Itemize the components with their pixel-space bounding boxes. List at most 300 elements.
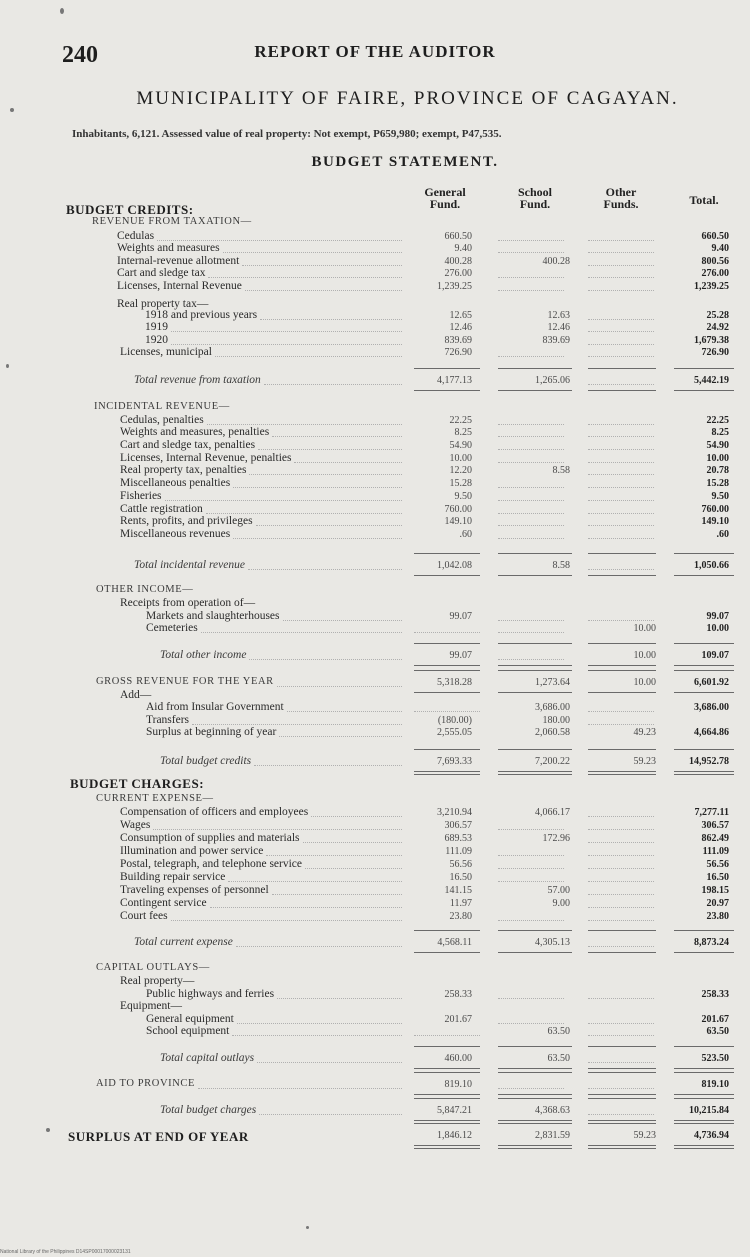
rule-above-total bbox=[674, 1046, 734, 1047]
cell-general: 460.00 bbox=[444, 1053, 472, 1064]
leader-dots bbox=[277, 998, 402, 999]
cell-total: 9.50 bbox=[711, 491, 729, 502]
cell-school: 9.00 bbox=[552, 898, 570, 909]
leader-dots bbox=[171, 331, 402, 332]
cell-total: 22.25 bbox=[706, 415, 729, 426]
rule-below-total bbox=[674, 1094, 734, 1095]
row-label: Consumption of supplies and materials bbox=[120, 832, 300, 844]
rule-above-total bbox=[498, 1072, 572, 1073]
empty-cell-leader bbox=[498, 449, 564, 450]
cell-general: 141.15 bbox=[444, 885, 472, 896]
cell-general: 689.53 bbox=[444, 833, 472, 844]
leader-dots bbox=[236, 946, 402, 947]
cell-total: 10,215.84 bbox=[689, 1105, 729, 1116]
leader-dots bbox=[264, 384, 402, 385]
empty-cell-leader bbox=[588, 449, 654, 450]
row-label: Wages bbox=[120, 819, 151, 831]
row-label: SURPLUS AT END OF YEAR bbox=[68, 1129, 249, 1144]
row-label: Cart and sledge tax bbox=[117, 267, 206, 279]
inhabitants-line: Inhabitants, 6,121. Assessed value of real property: Not exempt, P659,980; exempt, P47,535. bbox=[72, 128, 502, 140]
cell-general: 3,210.94 bbox=[437, 807, 472, 818]
rule-above-total bbox=[414, 368, 480, 369]
rule-below-total bbox=[414, 575, 480, 576]
cell-other: 10.00 bbox=[633, 650, 656, 661]
leader-dots bbox=[207, 424, 402, 425]
cell-school: 8.58 bbox=[552, 560, 570, 571]
leader-dots bbox=[256, 525, 402, 526]
row-label: Transfers bbox=[146, 714, 190, 726]
cell-general: 99.07 bbox=[449, 611, 472, 622]
cell-total: 198.15 bbox=[701, 885, 729, 896]
cell-total: 306.57 bbox=[701, 820, 729, 831]
empty-cell-leader bbox=[588, 252, 654, 253]
leader-dots bbox=[258, 449, 402, 450]
empty-cell-leader bbox=[588, 920, 654, 921]
cell-other: 59.23 bbox=[633, 1130, 656, 1141]
cell-total: 15.28 bbox=[706, 478, 729, 489]
row-label: Public highways and ferries bbox=[146, 988, 275, 1000]
row-label: Contingent service bbox=[120, 897, 207, 909]
empty-cell-leader bbox=[498, 277, 564, 278]
empty-cell-leader bbox=[588, 855, 654, 856]
leader-dots bbox=[277, 686, 402, 687]
cell-general: 5,318.28 bbox=[437, 677, 472, 688]
leader-dots bbox=[257, 1062, 402, 1063]
cell-general: 306.57 bbox=[444, 820, 472, 831]
scan-speck bbox=[10, 108, 14, 112]
cell-total: 819.10 bbox=[701, 1079, 729, 1090]
cell-general: 9.40 bbox=[454, 243, 472, 254]
empty-cell-leader bbox=[498, 620, 564, 621]
rule-above-total bbox=[588, 1123, 656, 1124]
row-label: Total current expense bbox=[134, 936, 233, 948]
leader-dots bbox=[198, 1088, 402, 1089]
cell-general: 11.97 bbox=[449, 898, 472, 909]
cell-school: 12.46 bbox=[547, 322, 570, 333]
col-head-other: Other Funds. bbox=[603, 185, 639, 211]
cell-general: 9.50 bbox=[454, 491, 472, 502]
leader-dots bbox=[249, 659, 402, 660]
leader-dots bbox=[311, 816, 402, 817]
row-label: School equipment bbox=[146, 1025, 230, 1037]
cell-total: 4,664.86 bbox=[694, 727, 729, 738]
cell-total: 14,952.78 bbox=[689, 756, 729, 767]
row-label: Real property tax, penalties bbox=[120, 464, 247, 476]
cell-total: 726.90 bbox=[701, 347, 729, 358]
empty-cell-leader bbox=[588, 998, 654, 999]
cell-general: 819.10 bbox=[444, 1079, 472, 1090]
rule-below-total bbox=[414, 1094, 480, 1095]
empty-cell-leader bbox=[588, 487, 654, 488]
empty-cell-leader bbox=[588, 711, 654, 712]
rule-above-total bbox=[674, 670, 734, 671]
rule-below-total bbox=[588, 771, 656, 772]
rule-below-total bbox=[498, 1094, 572, 1095]
leader-dots bbox=[171, 920, 402, 921]
row-label: Court fees bbox=[120, 910, 168, 922]
cell-general: 4,568.11 bbox=[437, 937, 472, 948]
leader-dots bbox=[233, 538, 402, 539]
rule-below-total bbox=[674, 771, 734, 772]
rule-below-total bbox=[588, 1094, 656, 1095]
rule-above-total bbox=[674, 1072, 734, 1073]
rule-below-total bbox=[588, 952, 656, 953]
row-label: Miscellaneous revenues bbox=[120, 528, 231, 540]
rule-below-total bbox=[414, 665, 480, 666]
row-label: Cart and sledge tax, penalties bbox=[120, 439, 256, 451]
leader-dots bbox=[201, 632, 402, 633]
row-label: 1920 bbox=[145, 334, 168, 346]
cell-total: 25.28 bbox=[706, 310, 729, 321]
leader-dots bbox=[215, 356, 402, 357]
cell-total: 4,736.94 bbox=[694, 1130, 729, 1141]
cell-total: 16.50 bbox=[706, 872, 729, 883]
cell-general: 22.25 bbox=[449, 415, 472, 426]
cell-total: 10.00 bbox=[706, 453, 729, 464]
empty-cell-leader bbox=[588, 1023, 654, 1024]
rule-below-total bbox=[588, 665, 656, 666]
row-label: Cattle registration bbox=[120, 503, 203, 515]
row-label: Total budget credits bbox=[160, 755, 252, 767]
row-label: Licenses, Internal Revenue, penalties bbox=[120, 452, 292, 464]
cell-total: 276.00 bbox=[701, 268, 729, 279]
rule-above-total bbox=[414, 1046, 480, 1047]
leader-dots bbox=[266, 855, 402, 856]
empty-cell-leader bbox=[588, 525, 654, 526]
cell-general: 15.28 bbox=[449, 478, 472, 489]
cell-general: 99.07 bbox=[449, 650, 472, 661]
empty-cell-leader bbox=[588, 265, 654, 266]
rule-below-total bbox=[414, 771, 480, 772]
row-label: Weights and measures, penalties bbox=[120, 426, 270, 438]
empty-cell-leader bbox=[588, 462, 654, 463]
scan-speck bbox=[6, 364, 9, 368]
cell-school: 4,305.13 bbox=[535, 937, 570, 948]
cell-total: 5,442.19 bbox=[694, 375, 729, 386]
cell-school: 839.69 bbox=[542, 335, 570, 346]
row-label: Total budget charges bbox=[160, 1104, 257, 1116]
empty-cell-leader bbox=[588, 868, 654, 869]
rule-above-total bbox=[414, 1098, 480, 1099]
empty-cell-leader bbox=[588, 1088, 654, 1089]
cell-total: 111.09 bbox=[702, 846, 729, 857]
rule-below-total bbox=[674, 952, 734, 953]
empty-cell-leader bbox=[588, 1035, 654, 1036]
empty-cell-leader bbox=[588, 384, 654, 385]
cell-general: 726.90 bbox=[444, 347, 472, 358]
rule-above-total bbox=[588, 930, 656, 931]
cell-general: 1,846.12 bbox=[437, 1130, 472, 1141]
empty-cell-leader bbox=[498, 868, 564, 869]
cell-total: 56.56 bbox=[706, 859, 729, 870]
rule-below-total bbox=[414, 1068, 480, 1069]
row-label: Fisheries bbox=[120, 490, 162, 502]
double-rule bbox=[498, 1148, 572, 1149]
other-income-heading: OTHER INCOME— bbox=[96, 584, 194, 595]
leader-dots bbox=[254, 765, 402, 766]
current-expense-heading: CURRENT EXPENSE— bbox=[96, 793, 214, 804]
empty-cell-leader bbox=[414, 632, 480, 633]
cell-total: 10.00 bbox=[706, 623, 729, 634]
empty-cell-leader bbox=[588, 1062, 654, 1063]
col-head-school: School Fund. bbox=[517, 185, 552, 211]
empty-cell-leader bbox=[588, 424, 654, 425]
cell-total: 1,679.38 bbox=[694, 335, 729, 346]
row-label: Weights and measures bbox=[117, 242, 220, 254]
cell-general: 8.25 bbox=[454, 427, 472, 438]
rule-above-total bbox=[674, 930, 734, 931]
empty-cell-leader bbox=[588, 724, 654, 725]
cell-general: 23.80 bbox=[449, 911, 472, 922]
incidental-revenue-heading: INCIDENTAL REVENUE— bbox=[94, 401, 230, 412]
rule-below-total bbox=[498, 771, 572, 772]
col-head-general: General Fund. bbox=[424, 185, 466, 211]
leader-dots bbox=[233, 487, 402, 488]
cell-total: 54.90 bbox=[706, 440, 729, 451]
cell-general: 1,239.25 bbox=[437, 281, 472, 292]
leader-dots bbox=[157, 240, 402, 241]
rule-above-total bbox=[588, 1072, 656, 1073]
cell-general: 54.90 bbox=[449, 440, 472, 451]
empty-cell-leader bbox=[498, 436, 564, 437]
budget-credits-heading: BUDGET CREDITS: bbox=[66, 202, 194, 217]
rule-above-total bbox=[674, 368, 734, 369]
empty-cell-leader bbox=[414, 1035, 480, 1036]
rule-below-total bbox=[674, 390, 734, 391]
empty-cell-leader bbox=[588, 816, 654, 817]
empty-cell-leader bbox=[588, 842, 654, 843]
empty-cell-leader bbox=[498, 855, 564, 856]
cell-other: 59.23 bbox=[633, 756, 656, 767]
row-label: Miscellaneous penalties bbox=[120, 477, 231, 489]
page-number: 240 bbox=[62, 42, 98, 68]
rule-above-total bbox=[498, 643, 572, 644]
empty-cell-leader bbox=[498, 240, 564, 241]
empty-cell-leader bbox=[498, 659, 564, 660]
empty-cell-leader bbox=[588, 344, 654, 345]
rule-below-total bbox=[588, 575, 656, 576]
rule-above-total bbox=[588, 1046, 656, 1047]
cell-general: 201.67 bbox=[444, 1014, 472, 1025]
rule-above-total bbox=[414, 1123, 480, 1124]
row-label: Rents, profits, and privileges bbox=[120, 515, 253, 527]
leader-dots bbox=[210, 907, 402, 908]
cell-total: 24.92 bbox=[706, 322, 729, 333]
scan-speck bbox=[306, 1226, 309, 1229]
cell-total: 8,873.24 bbox=[694, 937, 729, 948]
empty-cell-leader bbox=[498, 290, 564, 291]
rule-above-total bbox=[498, 930, 572, 931]
cell-general: (180.00) bbox=[437, 715, 472, 726]
cell-general: 12.46 bbox=[449, 322, 472, 333]
rule-above-total bbox=[588, 749, 656, 750]
rule-above-total bbox=[498, 553, 572, 554]
rule-below-total bbox=[414, 1145, 480, 1146]
double-rule bbox=[588, 774, 656, 775]
row-label: 1918 and previous years bbox=[145, 309, 258, 321]
cell-general: 12.20 bbox=[449, 465, 472, 476]
leader-dots bbox=[206, 513, 402, 514]
cell-general: 258.33 bbox=[444, 989, 472, 1000]
empty-cell-leader bbox=[588, 946, 654, 947]
empty-cell-leader bbox=[498, 1088, 564, 1089]
empty-cell-leader bbox=[588, 538, 654, 539]
leader-dots bbox=[259, 1114, 402, 1115]
empty-cell-leader bbox=[588, 290, 654, 291]
cell-school: 63.50 bbox=[547, 1026, 570, 1037]
rule-below-total bbox=[498, 692, 572, 693]
cell-total: 660.50 bbox=[701, 231, 729, 242]
empty-cell-leader bbox=[498, 538, 564, 539]
leader-dots bbox=[245, 290, 402, 291]
rule-below-total bbox=[498, 575, 572, 576]
cell-total: 63.50 bbox=[706, 1026, 729, 1037]
cell-other: 10.00 bbox=[633, 623, 656, 634]
row-label: Postal, telegraph, and telephone service bbox=[120, 858, 303, 870]
leader-dots bbox=[305, 868, 402, 869]
row-label: Total incidental revenue bbox=[134, 559, 245, 571]
cell-school: 12.63 bbox=[547, 310, 570, 321]
library-footer: National Library of the Philippines D14SP00017000023131 bbox=[0, 1249, 131, 1255]
empty-cell-leader bbox=[588, 240, 654, 241]
double-rule bbox=[588, 1148, 656, 1149]
capital-outlays-heading: CAPITAL OUTLAYS— bbox=[96, 962, 210, 973]
rule-above-total bbox=[588, 643, 656, 644]
cell-school: 2,831.59 bbox=[535, 1130, 570, 1141]
cell-school: 3,686.00 bbox=[535, 702, 570, 713]
row-label: Licenses, Internal Revenue bbox=[117, 280, 242, 292]
rule-above-total bbox=[674, 749, 734, 750]
double-rule bbox=[674, 774, 734, 775]
empty-cell-leader bbox=[588, 881, 654, 882]
cell-general: 10.00 bbox=[449, 453, 472, 464]
empty-cell-leader bbox=[588, 277, 654, 278]
budget-charges-heading: BUDGET CHARGES: bbox=[70, 776, 205, 791]
cell-school: 2,060.58 bbox=[535, 727, 570, 738]
cell-other: 10.00 bbox=[633, 677, 656, 688]
rule-below-total bbox=[498, 1145, 572, 1146]
rule-above-total bbox=[414, 553, 480, 554]
empty-cell-leader bbox=[588, 1114, 654, 1115]
row-label: Cemeteries bbox=[146, 622, 198, 634]
cell-total: 862.49 bbox=[701, 833, 729, 844]
cell-school: 8.58 bbox=[552, 465, 570, 476]
double-rule bbox=[674, 1148, 734, 1149]
empty-cell-leader bbox=[588, 894, 654, 895]
municipality-heading: MUNICIPALITY OF FAIRE, PROVINCE OF CAGAYAN. bbox=[136, 88, 679, 109]
cell-total: 760.00 bbox=[701, 504, 729, 515]
empty-cell-leader bbox=[588, 829, 654, 830]
cell-general: 5,847.21 bbox=[437, 1105, 472, 1116]
cell-general: 760.00 bbox=[444, 504, 472, 515]
cell-total: 258.33 bbox=[701, 989, 729, 1000]
empty-cell-leader bbox=[498, 632, 564, 633]
cell-total: 7,277.11 bbox=[694, 807, 729, 818]
col-head-total: Total. bbox=[689, 193, 719, 207]
row-label: Surplus at beginning of year bbox=[146, 726, 277, 738]
empty-cell-leader bbox=[588, 319, 654, 320]
row-label: Internal-revenue allotment bbox=[117, 255, 240, 267]
cell-total: 8.25 bbox=[711, 427, 729, 438]
cell-general: 56.56 bbox=[449, 859, 472, 870]
empty-cell-leader bbox=[498, 525, 564, 526]
cell-school: 4,066.17 bbox=[535, 807, 570, 818]
leader-dots bbox=[171, 344, 402, 345]
leader-dots bbox=[248, 569, 402, 570]
scan-speck bbox=[60, 8, 64, 14]
row-label: Total other income bbox=[160, 649, 247, 661]
empty-cell-leader bbox=[498, 829, 564, 830]
add-heading: Add— bbox=[120, 689, 152, 701]
leader-dots bbox=[228, 881, 402, 882]
cell-school: 7,200.22 bbox=[535, 756, 570, 767]
rule-below-total bbox=[588, 692, 656, 693]
cell-general: 111.09 bbox=[445, 846, 472, 857]
rule-below-total bbox=[414, 1120, 480, 1121]
empty-cell-leader bbox=[498, 424, 564, 425]
cell-total: 23.80 bbox=[706, 911, 729, 922]
running-title: REPORT OF THE AUDITOR bbox=[254, 42, 496, 61]
leader-dots bbox=[260, 319, 402, 320]
cell-total: 201.67 bbox=[701, 1014, 729, 1025]
empty-cell-leader bbox=[498, 1023, 564, 1024]
rule-above-total bbox=[414, 749, 480, 750]
rule-above-total bbox=[588, 368, 656, 369]
rule-above-total bbox=[588, 1098, 656, 1099]
row-label: Cedulas, penalties bbox=[120, 414, 204, 426]
rule-above-total bbox=[498, 1046, 572, 1047]
cell-general: 660.50 bbox=[444, 231, 472, 242]
rule-below-total bbox=[588, 1068, 656, 1069]
empty-cell-leader bbox=[498, 920, 564, 921]
leader-dots bbox=[272, 894, 402, 895]
rule-above-total bbox=[498, 368, 572, 369]
row-label: Total capital outlays bbox=[160, 1052, 255, 1064]
row-label: Illumination and power service bbox=[120, 845, 264, 857]
cell-general: 1,042.08 bbox=[437, 560, 472, 571]
rule-above-total bbox=[588, 670, 656, 671]
cell-total: 1,239.25 bbox=[694, 281, 729, 292]
cell-general: 149.10 bbox=[444, 516, 472, 527]
rule-below-total bbox=[414, 692, 480, 693]
rule-above-total bbox=[588, 553, 656, 554]
rule-below-total bbox=[674, 665, 734, 666]
rule-below-total bbox=[674, 575, 734, 576]
leader-dots bbox=[165, 500, 402, 501]
rule-above-total bbox=[498, 670, 572, 671]
cell-total: 109.07 bbox=[701, 650, 729, 661]
row-label: 1919 bbox=[145, 321, 168, 333]
row-label: Traveling expenses of personnel bbox=[120, 884, 269, 896]
cell-total: 800.56 bbox=[701, 256, 729, 267]
cell-total: 523.50 bbox=[701, 1053, 729, 1064]
cell-school: 172.96 bbox=[542, 833, 570, 844]
empty-cell-leader bbox=[498, 252, 564, 253]
cell-school: 1,273.64 bbox=[535, 677, 570, 688]
cell-general: 839.69 bbox=[444, 335, 472, 346]
real-property-heading: Real property— bbox=[120, 975, 195, 987]
cell-total: 20.78 bbox=[706, 465, 729, 476]
double-rule bbox=[498, 774, 572, 775]
cell-total: 3,686.00 bbox=[694, 702, 729, 713]
empty-cell-leader bbox=[588, 513, 654, 514]
leader-dots bbox=[283, 620, 402, 621]
cell-school: 400.28 bbox=[542, 256, 570, 267]
cell-total: 20.97 bbox=[706, 898, 729, 909]
row-label: Aid from Insular Government bbox=[146, 701, 284, 713]
rule-above-total bbox=[674, 1098, 734, 1099]
cell-school: 57.00 bbox=[547, 885, 570, 896]
